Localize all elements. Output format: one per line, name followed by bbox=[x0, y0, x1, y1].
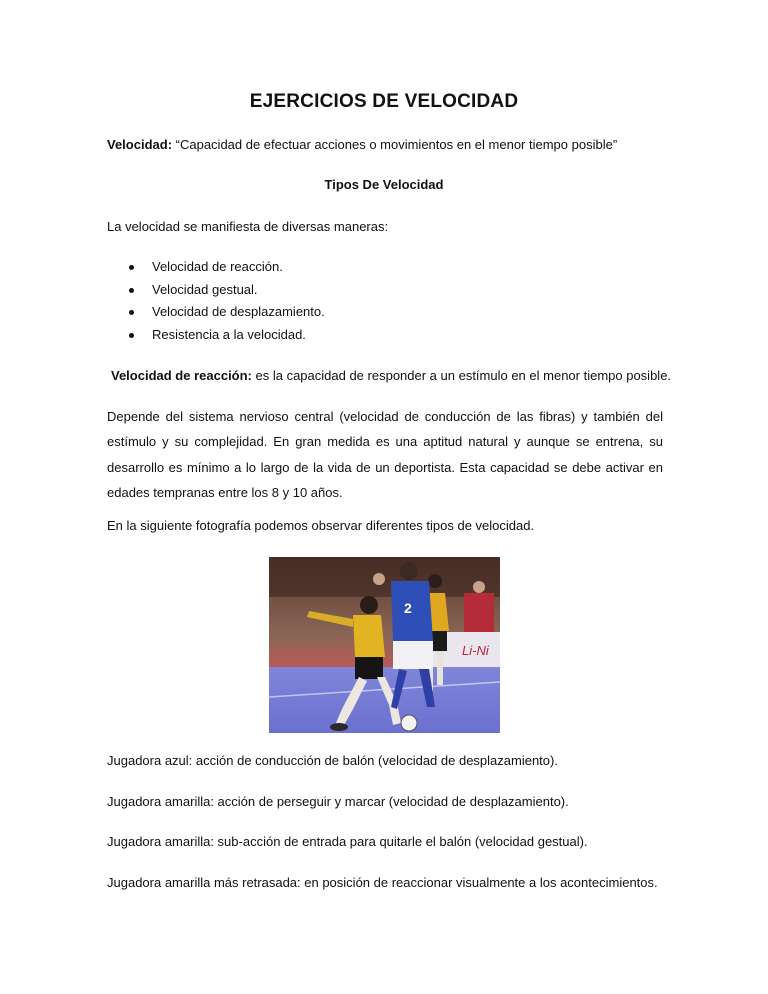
reaction-text: es la capacidad de responder a un estímulo en el menor tiempo posible. bbox=[251, 368, 672, 383]
ball-icon bbox=[401, 715, 417, 731]
definition-text: “Capacidad de efectuar acciones o movimientos en el menor tiempo posible” bbox=[172, 137, 618, 152]
list-item-text: Velocidad de reacción. bbox=[152, 259, 283, 274]
reaction-description: Depende del sistema nervioso central (velocidad de conducción de las fibras) y también del estímulo y su complejidad. En gran medida es una aptitud natural y aunque se entrena, su desarrollo es mínimo a lo largo de la vida de un deportista. Esta capacidad se debe activar en edades tempranas entre los 8 y 10 años. bbox=[107, 409, 663, 500]
reaction-paragraph bbox=[111, 364, 672, 388]
list-item-text: Velocidad de desplazamiento. bbox=[152, 304, 325, 320]
bullet-icon bbox=[129, 310, 134, 315]
caption-yellow-player-back: Jugadora amarilla más retrasada: en posición de reaccionar visualmente a los acontecimientos. bbox=[107, 875, 658, 890]
caption-yellow-player: Jugadora amarilla: acción de perseguir y marcar (velocidad de desplazamiento). bbox=[107, 794, 569, 809]
futsal-photo bbox=[269, 557, 500, 733]
banner-text: Li-Ni bbox=[462, 643, 489, 658]
list-item-text: Velocidad gestual. bbox=[152, 281, 258, 297]
caption-yellow-player-tackle: Jugadora amarilla: sub-acción de entrada para quitarle el balón (velocidad gestual). bbox=[107, 834, 588, 849]
intro-paragraph: La velocidad se manifiesta de diversas maneras: bbox=[107, 219, 389, 234]
velocity-types-list bbox=[107, 256, 325, 347]
list-item bbox=[107, 279, 325, 302]
document-title: EJERCICIOS DE VELOCIDAD bbox=[249, 91, 519, 112]
reaction-label: Velocidad de reacción: bbox=[111, 368, 252, 383]
bullet-icon bbox=[129, 265, 134, 270]
list-item-text: Resistencia a la velocidad. bbox=[152, 327, 306, 343]
list-item bbox=[107, 256, 325, 279]
photo-intro: En la siguiente fotografía podemos observar diferentes tipos de velocidad. bbox=[107, 518, 535, 533]
definition-label: Velocidad: bbox=[107, 137, 173, 152]
list-item bbox=[107, 324, 325, 347]
bullet-icon bbox=[129, 288, 134, 293]
list-item bbox=[107, 301, 325, 324]
bullet-icon bbox=[129, 333, 134, 338]
jersey-number: 2 bbox=[404, 600, 412, 616]
definition-paragraph bbox=[107, 133, 663, 157]
section-subtitle: Tipos De Velocidad bbox=[324, 177, 444, 192]
caption-blue-player: Jugadora azul: acción de conducción de balón (velocidad de desplazamiento). bbox=[107, 753, 558, 768]
